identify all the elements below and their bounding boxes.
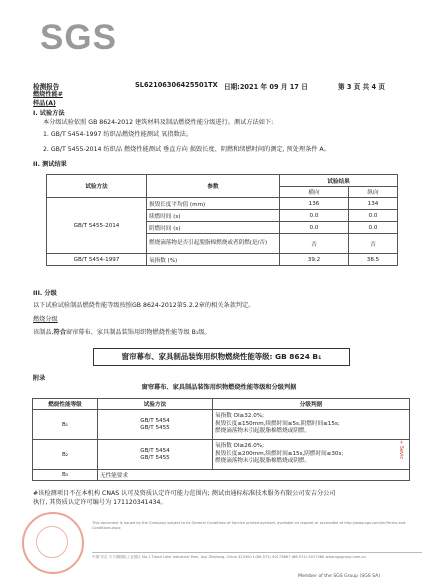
report-label: 检测报告 xyxy=(33,83,60,91)
criteria-line: 氧指数 OI≥26.0%; xyxy=(215,443,264,450)
method-line: GB/T 5454 xyxy=(140,417,170,424)
col-param-header: 参数 xyxy=(147,175,280,198)
footer-address: 中国·安吉·天子湖国际工业园区 No.1 Tianzi Lake Industrial Park, Anji Zhejiang, China 313300 t (86-572) 5017386 f (86-572) 5017380 www.sgsgroup.com.cn xyxy=(92,552,422,560)
warp-value: 39.2 xyxy=(280,254,349,266)
rating-box: 窗帘幕布、家具制品装饰用织物燃烧性能等级: GB 8624 B₁ xyxy=(93,348,350,366)
method-line: GB/T 5454 xyxy=(140,447,170,454)
grading-verdict: 符合 xyxy=(53,329,66,336)
grading-prefix: 该制品, xyxy=(33,329,54,336)
weft-value: 0.0 xyxy=(349,222,398,234)
col-weft-header: 纵向 xyxy=(349,187,398,198)
section-iii-title: III. 分级 xyxy=(33,290,57,297)
param-cell: 续燃时间 (s) xyxy=(147,210,280,222)
col-result-header: 试验结果 xyxy=(280,175,398,187)
table-row xyxy=(33,440,410,470)
col-method-header: 试验方法 xyxy=(47,175,147,198)
appendix-table-title: 窗帘幕布、家具制品装饰用织物燃烧性能等级和分级判据 xyxy=(141,384,297,391)
method-cell: GB/T 5454-1997 xyxy=(47,254,147,266)
param-cell: 损毁长度平均值 (mm) xyxy=(147,198,280,210)
grade-cell: B₂ xyxy=(33,440,98,470)
param-cell: 燃烧滴落物是否引起脱脂棉燃烧或者阴燃(是/否) xyxy=(147,234,280,254)
appendix-title: 附录 xyxy=(33,375,46,382)
footer-terms: This document is issued by the Company subject to its General Conditions of Service printed overleaf, available on request or accessible at http://www.sgs.com/en/Terms-and-Conditions.aspx xyxy=(92,521,407,530)
sgs-logo: SGS xyxy=(40,18,117,57)
table-row xyxy=(47,254,398,266)
table-row xyxy=(47,198,398,210)
results-table xyxy=(46,174,398,266)
criteria-line: 燃烧滴落物未引起脱脂棉燃烧或阴燃。 xyxy=(215,428,311,435)
criteria-line: 损毁长度≤200mm,续燃时间≤15s,阴燃时间≤30s; xyxy=(215,450,344,457)
warp-value: 0.0 xyxy=(280,210,349,222)
warp-value: 否 xyxy=(280,234,349,254)
col-grade-header: 燃烧性能等级 xyxy=(33,399,98,410)
note-line-1: #该检测项目不在本机构 CNAS 认可及资质认定许可能力范围内; 测试由通标标准技术服务有限公司安吉分公司 xyxy=(33,490,336,497)
section-i-title: I. 试验方法 xyxy=(33,110,65,117)
page-number: 第 3 页 共 4 页 xyxy=(338,83,386,91)
section-i-intro: 本分级试验依照 GB 8624-2012 建筑材料及制品燃烧性能分级进行。测试方法如下: xyxy=(43,119,274,126)
criteria-line: 损毁长度≤150mm,续燃时间≤5s,阴燃时间≤15s; xyxy=(215,420,340,427)
grading-subtitle: 燃烧分级 xyxy=(33,316,58,323)
method-cell xyxy=(98,440,213,470)
weft-value: 38.5 xyxy=(349,254,398,266)
col-method-header: 试验方法 xyxy=(98,399,213,410)
warp-value: 136 xyxy=(280,198,349,210)
method-line: GB/T 5455 xyxy=(140,424,170,431)
grading-rest: 窗帘幕布、家具制品装饰用织物燃烧性能等级 B₁级。 xyxy=(65,329,211,336)
param-cell: 阴燃时间 (s) xyxy=(147,222,280,234)
weft-value: 0.0 xyxy=(349,210,398,222)
item-title: 燃烧性能# xyxy=(33,91,63,98)
sample-label: 样品(A) xyxy=(33,100,56,107)
method-2: 2. GB/T 5455-2014 纺织品 燃烧性能测试 垂直方向 损毁长度、阴燃和续燃时间的测定, 预处理条件 A。 xyxy=(43,146,330,153)
section-iii-line1: 以下试验试验制品燃烧性能等级按照GB 8624-2012第5.2.2章的相关条款判定。 xyxy=(33,302,255,309)
col-warp-header: 横向 xyxy=(280,187,349,198)
warp-value: 0.0 xyxy=(280,222,349,234)
note-line-2: 执行, 其资质认定许可编号为 171120341434。 xyxy=(33,499,167,506)
criteria-line: 氧指数 OI≥32.0%; xyxy=(215,413,264,420)
footer-member: Member of the SGS Group (SGS SA) xyxy=(298,574,381,579)
grading-statement xyxy=(33,329,211,337)
method-cell xyxy=(98,410,213,440)
grade-cell: B₁ xyxy=(33,410,98,440)
grade-cell: B₃ xyxy=(33,470,98,481)
method-1: 1. GB/T 5454-1997 纺织品燃烧性能测试 氧指数法。 xyxy=(43,131,193,138)
criteria-line: 燃烧滴落物未引起脱脂棉燃烧或阴燃。 xyxy=(215,458,311,465)
param-cell: 氧指数 (%) xyxy=(147,254,280,266)
criteria-cell xyxy=(213,410,410,440)
table-row xyxy=(33,410,410,440)
stamp-seal-inner xyxy=(36,526,68,558)
section-ii-title: II. 测试结果 xyxy=(33,161,67,168)
table-row xyxy=(33,470,410,481)
report-date: 日期:2021 年 09 月 17 日 xyxy=(224,83,308,91)
col-criteria-header: 分级判据 xyxy=(213,399,410,410)
method-line: GB/T 5455 xyxy=(140,454,170,461)
report-number: SL62106306425501TX xyxy=(135,81,218,89)
weft-value: 否 xyxy=(349,234,398,254)
appendix-table xyxy=(32,398,410,481)
method-cell: 无性能要求 xyxy=(98,470,410,481)
side-mark: + Sevic xyxy=(398,440,404,460)
weft-value: 134 xyxy=(349,198,398,210)
criteria-cell xyxy=(213,440,410,470)
method-cell: GB/T 5455-2014 xyxy=(47,198,147,254)
